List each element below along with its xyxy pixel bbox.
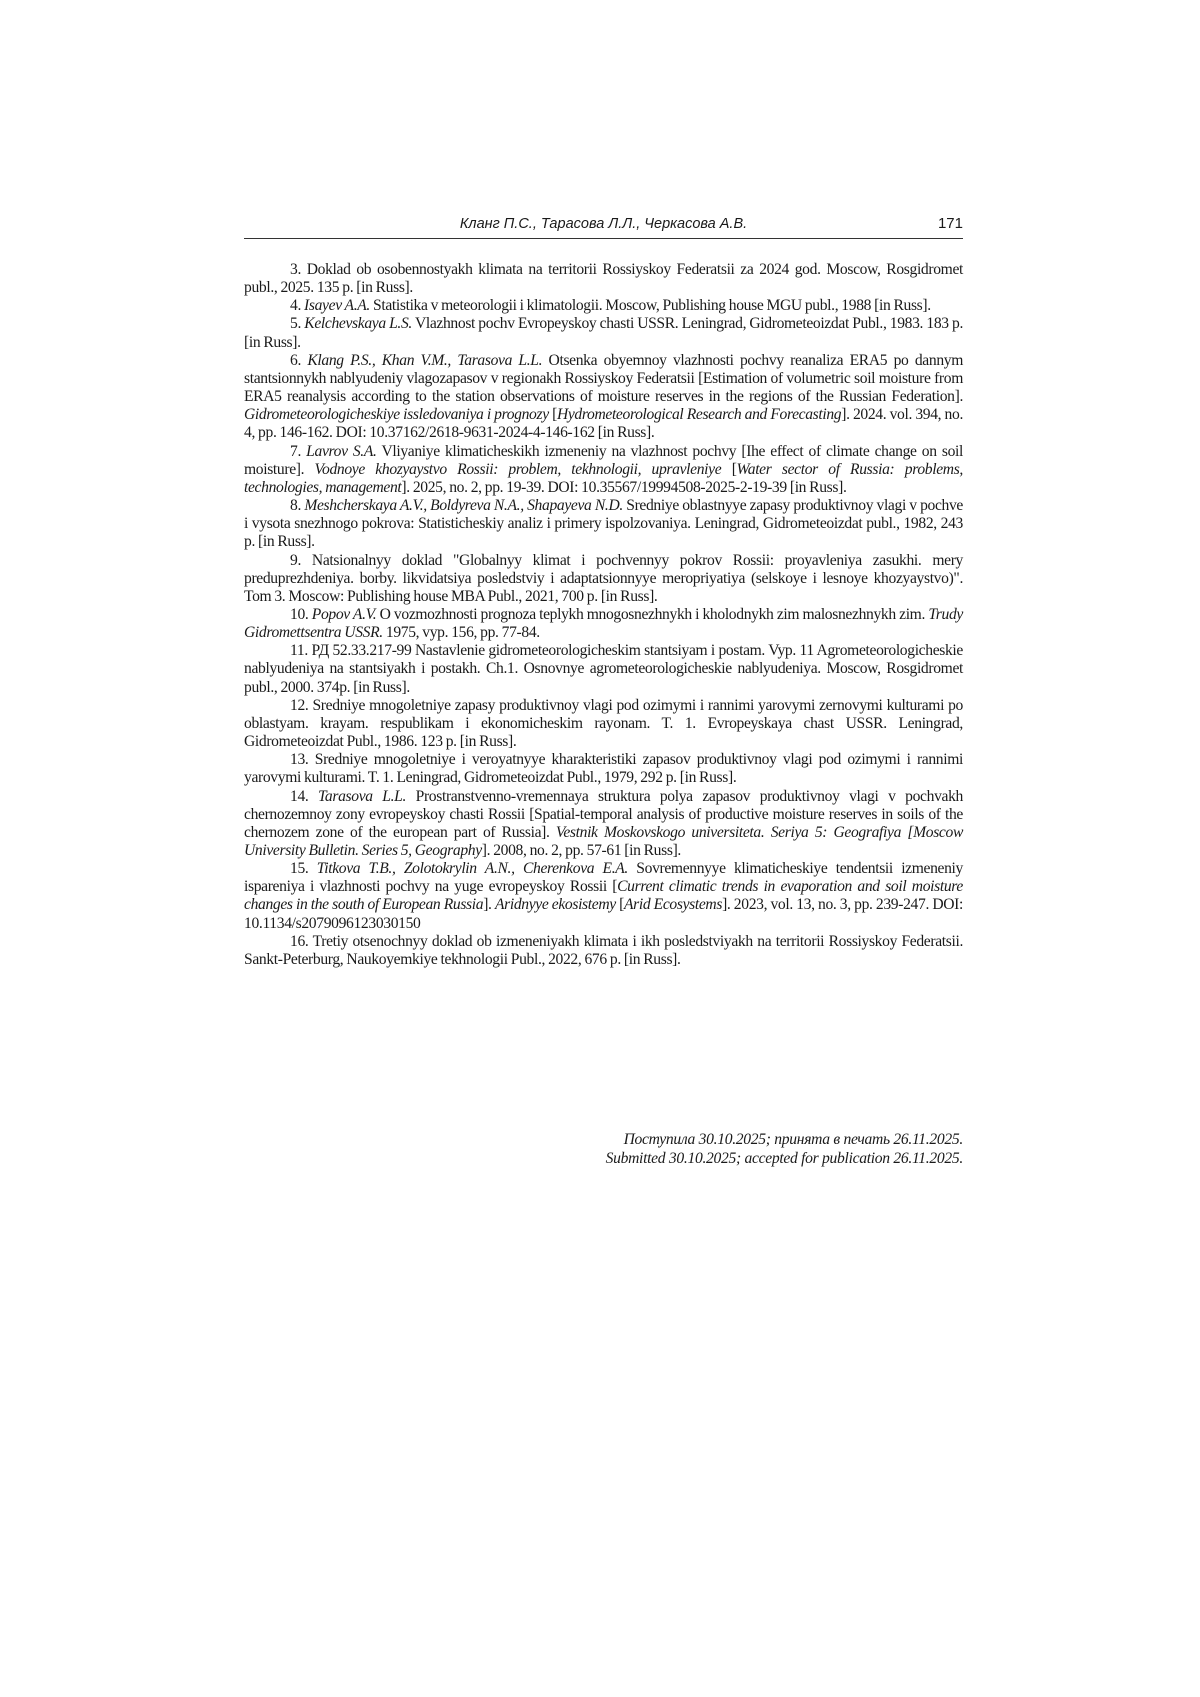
running-header: [244, 214, 963, 239]
reference-text: 8.: [290, 497, 305, 515]
reference-text: Sredniye oblastnyye zapasy produktivnoy vlagi v pochve i vysota snezhnogo pokrova: Statisticheskiy analiz i primery ispolzovaniya. Leningrad, Gidrometeoizdat publ., 1982, 243 p. [in Russ].: [244, 497, 963, 551]
page-number: 171: [937, 215, 963, 232]
reference-text: 1975, vyp. 156, pp. 77-84.: [382, 624, 540, 642]
reference-item: [244, 933, 963, 969]
reference-italic-text: Kelchevskaya L.S.: [304, 315, 412, 333]
reference-italic-text: Water sector of Russia: problems, technologies, management: [244, 460, 963, 496]
reference-item: [244, 443, 963, 497]
reference-item: [244, 315, 963, 351]
reference-text: ].: [483, 896, 495, 914]
reference-item: [244, 261, 963, 297]
reference-text: 10.: [290, 605, 312, 623]
reference-italic-text: Isayev A.A.: [304, 297, 370, 315]
reference-item: [244, 352, 963, 443]
reference-text: 14.: [290, 787, 319, 805]
reference-italic-text: Vestnik Moskovskogo universiteta. Seriya 5: Geografiya [Moscow University Bulletin. Series 5, Geography: [244, 823, 963, 859]
reference-text: ]. 2023, vol. 13, no. 3, pp. 239-247. DOI: 10.1134/s2079096123030150: [244, 896, 963, 932]
reference-text: 9. Natsionalnyy doklad "Globalnyy klimat i pochvennyy pokrov Rossii: proyavleniya zasukhi. mery preduprezhdeniya. borby. likvidatsiya posledstviy i adaptatsionnyye meropriyatiya (selskoye i lesnoye khozyaystvo)". Tom 3. Moscow: Publishing house MBA Publ., 2021, 700 p. [in Russ].: [244, 551, 963, 605]
reference-item: [244, 497, 963, 551]
reference-item: [244, 751, 963, 787]
reference-text: ]. 2008, no. 2, pp. 57-61 [in Russ].: [481, 842, 681, 859]
reference-italic-text: Current climatic trends in evaporation and soil moisture changes in the south of European Russia: [244, 878, 963, 914]
reference-text: 6.: [290, 351, 308, 369]
reference-italic-text: Meshcherskaya A.V., Boldyreva N.A., Shapayeva N.D.: [304, 497, 623, 515]
reference-text: Statistika v meteorologii i klimatologii. Moscow, Publishing house MGU publ., 1988 [in Russ].: [369, 297, 931, 315]
reference-italic-text: Titkova T.B., Zolotokrylin A.N., Cherenkova E.A.: [316, 860, 628, 878]
reference-text: ]. 2024. vol. 394, no. 4, pp. 146-162. DOI: 10.37162/2618-9631-2024-4-146-162 [in Russ].: [244, 406, 963, 442]
reference-text: 11. РД 52.33.217-99 Nastavlenie gidrometeorologicheskim stantsiyam i postam. Vyp. 11 Agrometeorologicheskie nablyudeniya na stantsiyakh i postakh. Ch.1. Osnovnye agrometeorologicheskie nablyudeniya. Moscow, Rosgidromet publ., 2000. 374p. [in Russ].: [244, 642, 963, 696]
reference-text: ]. 2025, no. 2, pp. 19-39. DOI: 10.35567/19994508-2025-2-19-39 [in Russ].: [401, 478, 847, 496]
reference-text: Vliyaniye klimaticheskikh izmeneniy na vlazhnost pochvy [Ihe effect of climate change on soil moisture].: [244, 442, 963, 478]
reference-text: 4.: [290, 297, 305, 315]
reference-text: 7.: [290, 442, 307, 460]
reference-item: [244, 860, 963, 933]
reference-item: [244, 788, 963, 861]
reference-item: [244, 606, 963, 642]
reference-text: 15.: [290, 860, 317, 878]
reference-italic-text: Vodnoye khozyaystvo Rossii: problem, tekhnologii, upravleniye: [314, 460, 722, 478]
reference-italic-text: Hydrometeorological Research and Forecasting: [556, 406, 842, 424]
reference-text: [: [548, 406, 557, 424]
submission-dates: [244, 1131, 963, 1168]
reference-italic-text: Tarasova L.L.: [318, 787, 407, 805]
received-date-en: Submitted 30.10.2025; accepted for publication 26.11.2025.: [605, 1149, 963, 1167]
running-header-authors: Кланг П.С., Тарасова Л.Л., Черкасова А.В.: [459, 216, 748, 232]
reference-text: 5.: [290, 315, 305, 333]
reference-italic-text: Klang P.S., Khan V.M., Tarasova L.L.: [307, 351, 543, 369]
reference-list: [244, 261, 963, 969]
reference-text: 13. Sredniye mnogoletniye i veroyatnyye kharakteristiki zapasov produktivnoy vlagi pod ozimymi i rannimi yarovymi kulturami. T. 1. Leningrad, Gidrometeoizdat Publ., 1979, 292 p. [in Russ].: [244, 751, 963, 787]
reference-text: [: [721, 460, 737, 478]
reference-italic-text: Aridnyye ekosistemy: [494, 896, 616, 914]
reference-item: [244, 297, 963, 315]
reference-text: Sovremennyye klimaticheskiye tendentsii izmeneniy ispareniya i vlazhnosti pochvy na yuge evropeyskoy Rossii [: [244, 860, 963, 896]
reference-italic-text: Lavrov S.A.: [306, 442, 377, 460]
reference-text: Otsenka obyemnoy vlazhnosti pochvy reanaliza ERA5 po dannym stantsionnykh nablyudeniy vlagozapasov v regionakh Rossiyskoy Federatsii [Estimation of volumetric soil moisture from ERA5 reanalysis according to the station observations of moisture reserves in the regions of the Russian Federation].: [244, 351, 963, 406]
reference-italic-text: Gidrometeorologicheskiye issledovaniya i prognozy: [244, 406, 549, 424]
reference-italic-text: Popov A.V.: [311, 605, 377, 623]
reference-text: 12. Sredniye mnogoletniye zapasy produktivnoy vlagi pod ozimymi i rannimi yarovymi zernovymi kulturami po oblastyam. krayam. respublikam i ekonomicheskim rayonam. T. 1. Evropeyskaya chast USSR. Leningrad, Gidrometeoizdat Publ., 1986. 123 p. [in Russ].: [244, 696, 963, 751]
reference-text: [: [615, 896, 624, 914]
reference-item: [244, 697, 963, 751]
reference-text: 16. Tretiy otsenochnyy doklad ob izmeneniyakh klimata i ikh posledstviyakh na territorii Rossiyskoy Federatsii. Sankt-Peterburg, Naukoyemkiye tekhnologii Publ., 2022, 676 p. [in Russ].: [244, 932, 963, 968]
received-date-ru: Поступила 30.10.2025; принята в печать 26.11.2025.: [623, 1131, 963, 1148]
reference-item: [244, 552, 963, 606]
reference-text: 3. Doklad ob osobennostyakh klimata na territorii Rossiyskoy Federatsii za 2024 god. Moscow, Rosgidromet publ., 2025. 135 p. [in Russ].: [244, 261, 963, 297]
reference-text: Vlazhnost pochv Evropeyskoy chasti USSR. Leningrad, Gidrometeoizdat Publ., 1983. 183 p. [in Russ].: [244, 315, 963, 351]
reference-italic-text: Trudy Gidromettsentra USSR.: [244, 605, 963, 642]
reference-item: [244, 642, 963, 696]
reference-italic-text: Arid Ecosystems: [624, 896, 723, 914]
reference-text: O vozmozhnosti prognoza teplykh mnogosnezhnykh i kholodnykh zim malosnezhnykh zim.: [376, 605, 929, 623]
reference-text: Prostranstvenno-vremennaya struktura polya zapasov produktivnoy vlagi v pochvakh chernozemnoy zony evropeyskoy chasti Rossii [Spatial-temporal analysis of productive moisture reserves in soils of the chernozem zone of the european part of Russia].: [244, 787, 963, 841]
